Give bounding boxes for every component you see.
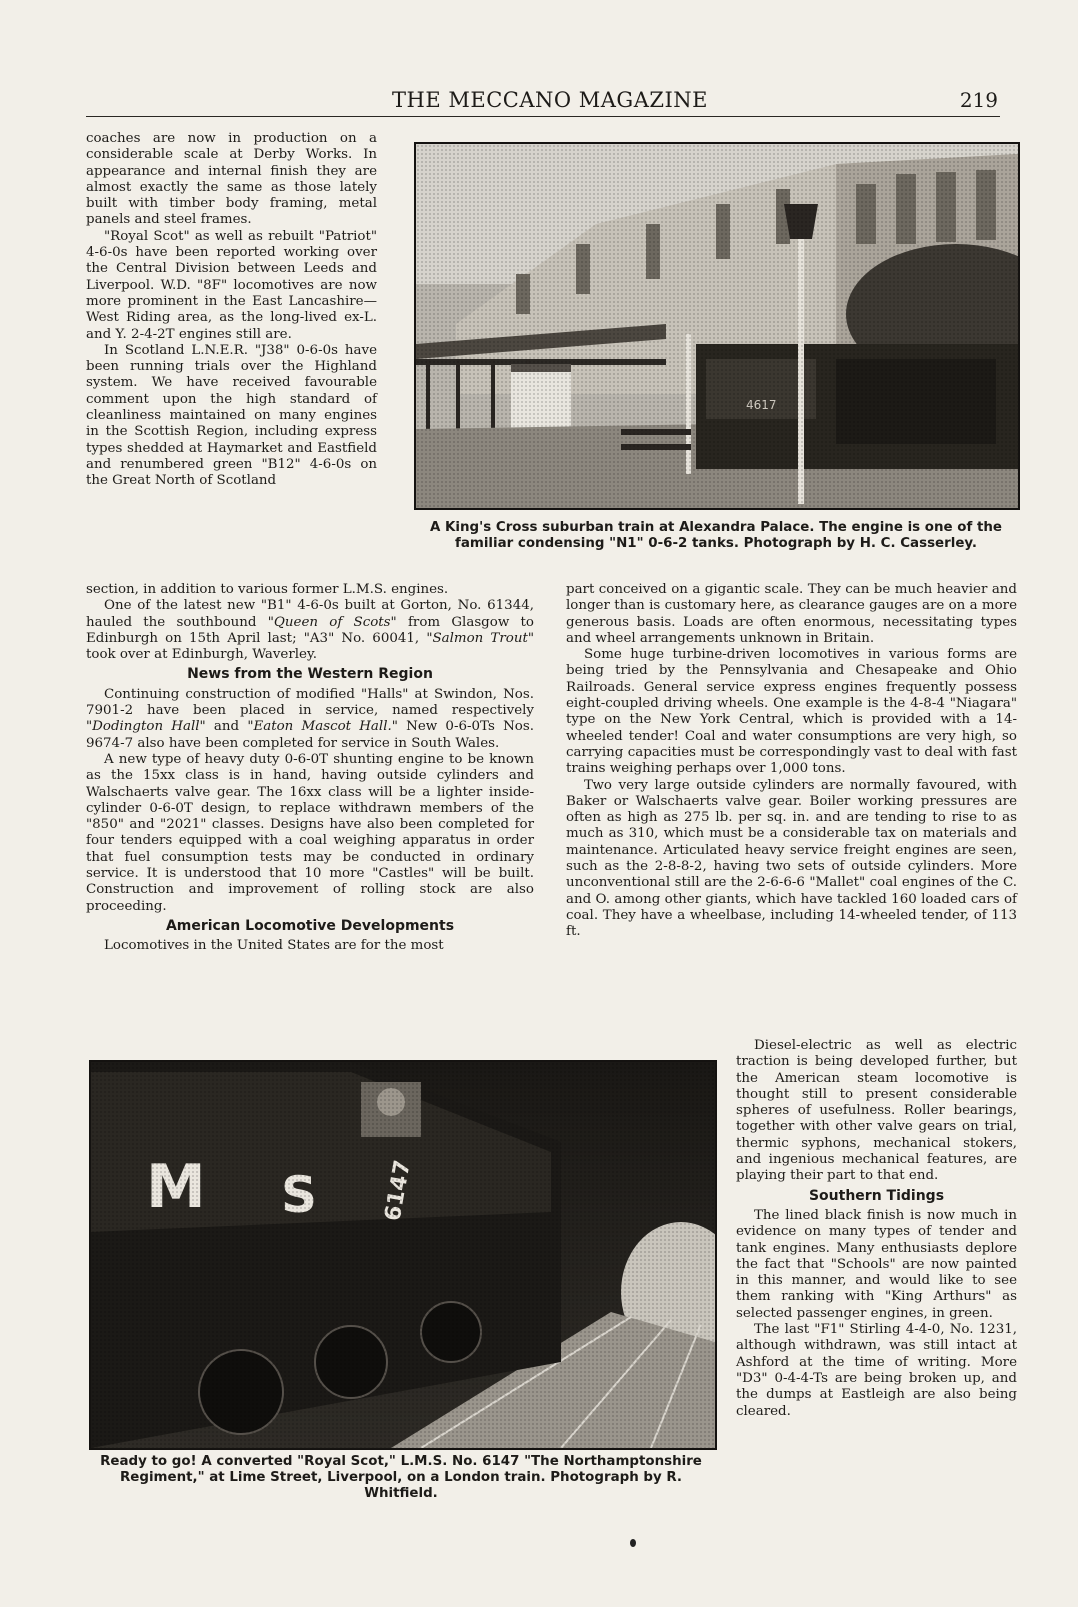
photo-royal-scot	[89, 1060, 717, 1450]
paragraph: The lined black finish is now much in evidence on many types of tender and tank engines. Many enthusiasts deplore the fact that "Schools" are now painted in this manner, and would like to see them ranking with "King Arthurs" as selected passenger engines, in green.	[736, 1207, 1017, 1321]
section-heading: American Locomotive Developments	[165, 917, 455, 934]
page-number: 219	[959, 88, 998, 112]
paragraph: part conceived on a gigantic scale. They can be much heavier and longer than is customary here, as clearance gauges are on a more generous basis. Loads are often enormous, necessitating types and wheel arrangements unknown in Britain.	[566, 582, 1017, 646]
section-heading: News from the Western Region	[187, 666, 433, 683]
photo-1-caption: A King's Cross suburban train at Alexandra Palace. The engine is one of the familiar condensing "N1" 0-6-2 tanks. Photograph by H. C. Casserley.	[430, 520, 1002, 551]
column-1-top	[86, 131, 377, 490]
column-2	[566, 582, 1017, 941]
page-mark	[630, 1539, 636, 1547]
paragraph: Some huge turbine-driven locomotives in various forms are being tried by the Pennsylvania and Chesapeake and Ohio Railroads. General service express engines frequently possess eight-coupled driving wheels. One example is the 4-8-4 "Niagara" type on the New York Central, which is provided with a 14-wheeled tender! Coal and water consumptions are very high, so carrying capacities must be correspondingly vast to deal with fast trains weighing perhaps over 1,000 tons.	[566, 647, 1017, 777]
paragraph: Diesel-electric as well as electric traction is being developed further, but the American steam locomotive is thought still to present considerable spheres of usefulness. Roller bearings, together with other valve gears on trial, thermic syphons, mechanical stokers, and ingenious mechanical features, are playing their part to that end.	[736, 1038, 1017, 1184]
photo-2-caption: Ready to go! A converted "Royal Scot," L.M.S. No. 6147 "The Northamptonshire Regiment," at Lime Street, Liverpool, on a London train. Photograph by R. Whitfield.	[100, 1454, 702, 1501]
column-1-bottom	[86, 582, 534, 955]
locomotive-photo-illustration	[91, 1062, 715, 1448]
paragraph: section, in addition to various former L.M.S. engines.	[86, 582, 449, 597]
paragraph: The last "F1" Stirling 4-4-0, No. 1231, although withdrawn, was still intact at Ashford at the time of writing. More "D3" 0-4-4-Ts are being broken up, and the dumps at Eastleigh are also being cleared.	[736, 1322, 1017, 1419]
station-photo-illustration	[416, 144, 1018, 508]
header-rule	[86, 116, 1000, 117]
paragraph: Locomotives in the United States are for the most	[104, 938, 444, 954]
section-heading: Southern Tidings	[808, 1187, 945, 1204]
paragraph: Continuing construction of modified "Halls" at Swindon, Nos. 7901-2 have been placed in service, named respectively "Dodington Hall" and "Eaton Mascot Hall." New 0-6-0Ts Nos. 9674-7 also have been completed for service in South Wales.	[86, 686, 534, 751]
paragraph: A new type of heavy duty 0-6-0T shunting engine to be known as the 15xx class is in hand, having outside cylinders and Walschaerts valve gear. The 16xx class will be a lighter inside-cylinder 0-6-0T design, to replace withdrawn members of the "850" and "2021" classes. Designs have also been completed for four tenders equipped with a coal weighing apparatus in order that fuel consumption tests may be conducted in ordinary service. It is understood that 10 more "Castles" will be built. Construction and improvement of rolling stock are also proceeding.	[86, 751, 534, 914]
photo-alexandra-palace	[414, 142, 1020, 510]
paragraph: coaches are now in production on a considerable scale at Derby Works. In appearance and internal finish they are almost exactly the same as those lately built with timber body framing, metal panels and steel frames.	[86, 131, 377, 228]
paragraph: "Royal Scot" as well as rebuilt "Patriot" 4-6-0s have been reported working over the Central Division between Leeds and Liverpool. W.D. "8F" locomotives are now more prominent in the East Lancashire—West Riding area, as the long-lived ex-L. and Y. 2-4-2T engines still are.	[86, 228, 377, 342]
paragraph: In Scotland L.N.E.R. "J38" 0-6-0s have been running trials over the Highland system. We have received favourable comment upon the high standard of cleanliness maintained on many engines in the Scottish Region, including express types shedded at Haymarket and Eastfield and renumbered green "B12" 4-6-0s on the Great North of Scotland	[86, 342, 377, 489]
paragraph: One of the latest new "B1" 4-6-0s built at Gorton, No. 61344, hauled the southbound "Queen of Scots" from Glasgow to Edinburgh on 15th April last; "A3" No. 60041, "Salmon Trout" took over at Edinburgh, Waverley.	[86, 598, 534, 663]
magazine-title: THE MECCANO MAGAZINE	[392, 88, 708, 112]
paragraph: Two very large outside cylinders are normally favoured, with Baker or Walschaerts valve gear. Boiler working pressures are often as high as 275 lb. per sq. in. and are tending to rise to as much as 310, which must be a considerable tax on materials and maintenance. Articulated heavy service freight engines are seen, such as the 2-8-8-2, having two sets of outside cylinders. More unconventional still are the 2-6-6-6 "Mallet" coal engines of the C. and O. among other giants, which have tackled 160 loaded cars of coal. They have a wheelbase, including 14-wheeled tender, of 113 ft.	[566, 777, 1017, 940]
column-3	[736, 1038, 1017, 1420]
